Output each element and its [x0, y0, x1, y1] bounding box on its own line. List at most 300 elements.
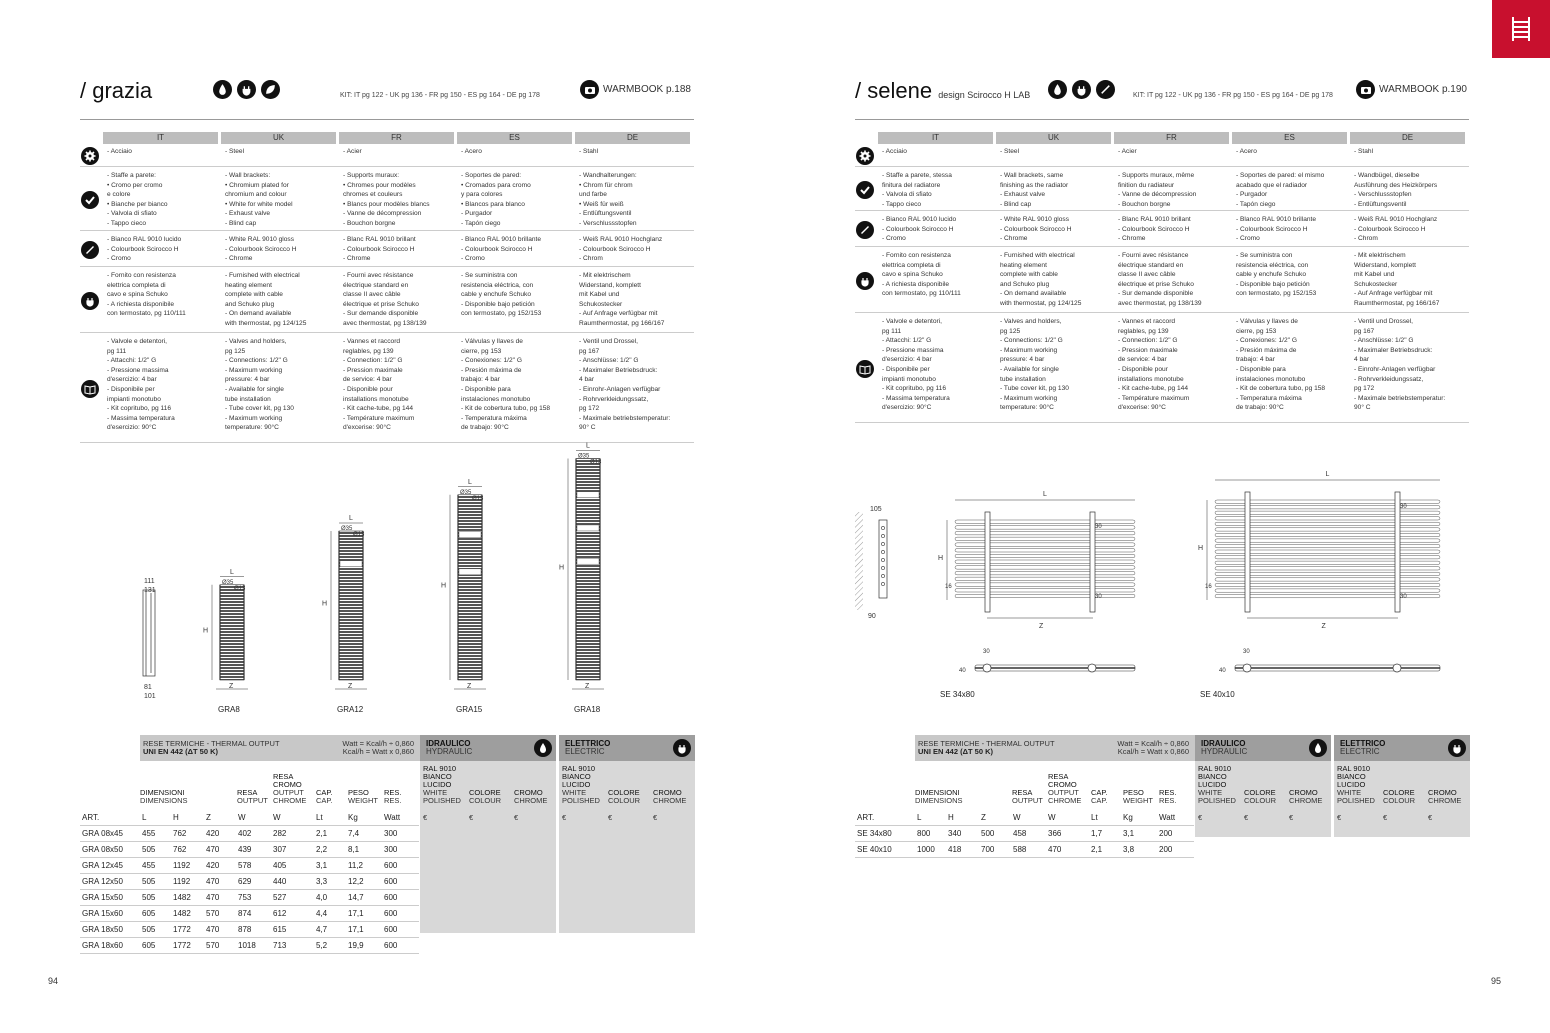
- table-cell: 17,1: [348, 909, 364, 918]
- table-cell: 700: [981, 845, 995, 854]
- divider: [80, 119, 694, 120]
- table-cell: 300: [384, 845, 398, 854]
- col-cap: CAP. CAP.: [1091, 788, 1108, 805]
- lang-uk: UK: [996, 132, 1111, 144]
- spec-row: [855, 145, 1469, 167]
- language-header: [878, 132, 1465, 144]
- dim-16: 16: [945, 584, 952, 590]
- table-cell: 605: [142, 941, 156, 950]
- unit-cell: W: [1013, 813, 1021, 822]
- plug-icon: [1072, 80, 1091, 99]
- price-group-electric: ELETTRICO ELECTRIC: [559, 735, 695, 761]
- table-cell: 1000: [917, 845, 935, 854]
- spec-cell-it: - Acciaio: [882, 148, 907, 155]
- selene-drawings: [775, 460, 1550, 730]
- language-header: [103, 132, 690, 144]
- technical-drawings: [775, 460, 1550, 730]
- euro-header: €: [1337, 813, 1342, 822]
- col-ral: RAL 9010 BIANCO LUCIDO WHITE POLISHED: [423, 764, 461, 805]
- book-icon: [856, 360, 874, 378]
- table-cell: 605: [142, 909, 156, 918]
- model-label: SE 34x80: [940, 690, 975, 699]
- warmbook-reference: WARMBOOK p.190: [1356, 80, 1467, 99]
- gear-icon: [81, 147, 99, 165]
- spec-cell-de: - Wandhalterungen: • Chrom für chrom und farbe • Weiß für weiß - Entlüftungsventil - Verschlussstopfen: [579, 172, 637, 227]
- spec-row: [80, 169, 694, 231]
- unit-cell: W: [1048, 813, 1056, 822]
- units-row: [855, 810, 1194, 826]
- table-cell: 874: [238, 909, 252, 918]
- dim-z: Z: [467, 683, 472, 690]
- dim-d13: Ø13: [472, 495, 484, 502]
- page-number: 95: [1491, 976, 1502, 986]
- spec-cell-fr: - Vannes et raccord reglables, pg 139 - Connection: 1/2" G - Pression maximale de service: 4 bar - Disponible pour installations monotube - Kit cache-tube, pg 144 - Température maximum d'excerise: 90°C: [343, 338, 415, 432]
- divider: [855, 119, 1469, 120]
- table-cell: 629: [238, 877, 252, 886]
- spec-cell-de: - Wandbügel, dieselbe Ausführung des Heizkörpers - Verschlussstopfen - Entlüftungsventil: [1354, 172, 1438, 208]
- table-cell: 19,9: [348, 941, 364, 950]
- brush-icon: [81, 241, 99, 259]
- table-cell: 470: [206, 845, 220, 854]
- unit-cell: Z: [206, 813, 211, 822]
- table-cell: 570: [206, 909, 220, 918]
- plug-icon: [856, 272, 874, 290]
- technical-drawings: [0, 442, 775, 730]
- spec-cell-uk: - White RAL 9010 gloss - Colourbook Scirocco H - Chrome: [225, 236, 297, 263]
- euro-header: €: [1428, 813, 1433, 822]
- table-cell: 1482: [173, 909, 191, 918]
- table-row: [80, 890, 419, 906]
- table-cell: 505: [142, 925, 156, 934]
- table-row: [80, 842, 419, 858]
- table-cell: GRA 08x50: [82, 845, 123, 854]
- dim-h: H: [322, 600, 328, 608]
- table-cell: SE 34x80: [857, 829, 892, 838]
- spec-cell-uk: - Wall brackets, same finishing as the radiator - Exhaust valve - Blind cap: [1000, 172, 1069, 208]
- thermal-output-header: RESE TERMICHE - THERMAL OUTPUT UNI EN 442 (ΔT 50 K) Watt = Kcal/h ÷ 0,860 Kcal/h = Watt x 0,860: [915, 735, 1195, 761]
- leaf-icon: [261, 80, 280, 99]
- table-cell: 307: [273, 845, 287, 854]
- col-colore: COLORE COLOUR: [1383, 788, 1416, 805]
- wall-hatch: [855, 512, 863, 610]
- dim-l: L: [586, 442, 590, 450]
- table-cell: 17,1: [348, 925, 364, 934]
- table-cell: 505: [142, 845, 156, 854]
- table-cell: 612: [273, 909, 287, 918]
- page-selene: [775, 0, 1550, 1033]
- table-cell: GRA 12x45: [82, 861, 123, 870]
- table-cell: 1192: [173, 877, 191, 886]
- radiator-drawing: [203, 569, 248, 714]
- table-cell: 713: [273, 941, 287, 950]
- spec-cell-it: - Acciaio: [107, 148, 132, 155]
- kit-reference: KIT: IT pg 122 - UK pg 136 - FR pg 150 - ES pg 164 - DE pg 178: [1133, 92, 1333, 99]
- spec-cell-fr: - Blanc RAL 9010 brillant - Colourbook Scirocco H - Chrome: [1118, 216, 1191, 243]
- table-cell: 14,7: [348, 893, 364, 902]
- dim-131: 131: [144, 587, 156, 594]
- spec-row: [80, 145, 694, 167]
- lang-uk: UK: [221, 132, 336, 144]
- spec-cell-uk: - Steel: [1000, 148, 1020, 155]
- euro-header: €: [1289, 813, 1294, 822]
- table-cell: GRA 08x45: [82, 829, 123, 838]
- spec-cell-uk: - Furnished with electrical heating element complete with cable and Schuko plug - On demand available with thermostat, pg 124/125: [225, 272, 307, 327]
- table-row: [855, 842, 1194, 858]
- table-cell: 1,7: [1091, 829, 1103, 838]
- lang-fr: FR: [339, 132, 454, 144]
- col-peso: PESO WEIGHT: [1123, 788, 1153, 805]
- col-res: RES. RES.: [1159, 788, 1177, 805]
- camera-icon: [1356, 80, 1375, 99]
- table-row: [80, 922, 419, 938]
- book-icon: [81, 380, 99, 398]
- dim-h: H: [938, 555, 944, 562]
- table-cell: 505: [142, 877, 156, 886]
- table-cell: 458: [1013, 829, 1027, 838]
- table-cell: 439: [238, 845, 252, 854]
- table-cell: 600: [384, 861, 398, 870]
- table-cell: 500: [981, 829, 995, 838]
- euro-header: €: [562, 813, 567, 822]
- product-title: / selene design Scirocco H LAB: [855, 78, 1031, 103]
- model-label: GRA12: [337, 705, 364, 714]
- table-cell: 455: [142, 861, 156, 870]
- spec-cell-de: - Ventil und Drossel, pg 167 - Anschlüsse: 1/2" G - Maximaler Betriebsdruck: 4 bar - Einrohr-Anlagen verfügbar - Rohrverkleidungssatz, pg 172 - Maximale betriebstemperatur: 90° C: [1354, 318, 1446, 412]
- dim-z: Z: [229, 683, 234, 690]
- drop-icon: [1048, 80, 1067, 99]
- spec-cell-uk: - Valves and holders, pg 125 - Connections: 1/2" G - Maximum working pressure: 4 bar - Available for single tube installation - Tube cover kit, pg 130 - Maximum working temperature: 90°C: [1000, 318, 1069, 412]
- table-cell: 200: [1159, 829, 1173, 838]
- table-cell: 470: [206, 925, 220, 934]
- table-row: [855, 826, 1194, 842]
- unit-cell: ART.: [82, 813, 100, 822]
- col-cromo: CROMO CHROME: [1428, 788, 1462, 805]
- dim-h: H: [1198, 545, 1204, 552]
- spec-cell-it: - Staffe a parete, stessa finitura del radiatore - Valvola di sfiato - Tappo cieco: [882, 172, 952, 208]
- unit-cell: Lt: [1091, 813, 1098, 822]
- model-label: GRA18: [574, 705, 601, 714]
- model-label: SE 40x10: [1200, 690, 1235, 699]
- page-number: 94: [48, 976, 59, 986]
- dim-30: 30: [983, 649, 990, 655]
- col-resa-cromo: RESA CROMO OUTPUT CHROME: [1048, 772, 1082, 805]
- table-cell: GRA 12x50: [82, 877, 123, 886]
- table-cell: 2,1: [316, 829, 328, 838]
- dim-d13: Ø13: [590, 459, 602, 466]
- col-peso: PESO WEIGHT: [348, 788, 378, 805]
- table-cell: 570: [206, 941, 220, 950]
- spec-cell-it: - Staffe a parete: • Cromo per cromo e colore • Bianche per bianco - Valvola di sfiato - Tappo cieco: [107, 172, 168, 227]
- dim-l: L: [1325, 471, 1330, 478]
- model-label: GRA15: [456, 705, 483, 714]
- table-cell: 762: [173, 829, 187, 838]
- check-icon: [856, 181, 874, 199]
- table-cell: 2,1: [1091, 845, 1103, 854]
- price-group-hydraulic: IDRAULICO HYDRAULIC: [1195, 735, 1331, 761]
- dim-z: Z: [585, 683, 590, 690]
- spec-row: [855, 315, 1469, 423]
- price-group-hydraulic: IDRAULICO HYDRAULIC: [420, 735, 556, 761]
- spec-row: [80, 269, 694, 333]
- spec-cell-it: - Bianco RAL 9010 lucido - Colourbook Scirocco H - Cromo: [107, 236, 182, 263]
- spec-cell-de: - Stahl: [579, 148, 599, 155]
- spec-cell-de: - Stahl: [1354, 148, 1374, 155]
- table-cell: GRA 18x50: [82, 925, 123, 934]
- unit-cell: L: [142, 813, 147, 822]
- spec-cell-it: - Bianco RAL 9010 lucido - Colourbook Scirocco H - Cromo: [882, 216, 957, 243]
- col-cromo: CROMO CHROME: [514, 788, 548, 805]
- product-title: / grazia: [80, 78, 153, 103]
- grazia-drawings: [0, 442, 775, 730]
- dim-d35: Ø35: [222, 579, 234, 586]
- model-label: GRA8: [218, 705, 240, 714]
- lang-de: DE: [575, 132, 690, 144]
- dim-z: Z: [348, 683, 353, 690]
- dim-l: L: [230, 568, 234, 576]
- table-cell: 527: [273, 893, 287, 902]
- radiator-drawing: [559, 443, 604, 715]
- col-dimensions: DIMENSIONI DIMENSIONS: [140, 788, 188, 805]
- col-resa-cromo: RESA CROMO OUTPUT CHROME: [273, 772, 307, 805]
- drop-icon: [1309, 739, 1327, 757]
- spec-cell-es: - Se suministra con resistencia eléctrica, con cable y enchufe Schuko - Disponible bajo petición con termostato, pg 152/153: [1236, 252, 1317, 298]
- radiator-drawing: [322, 515, 367, 714]
- dim-d13: Ø13: [234, 585, 246, 592]
- table-cell: 470: [206, 893, 220, 902]
- spec-cell-es: - Soportes de pared: el mismo acabado que el radiador - Purgador - Tapón ciego: [1236, 172, 1325, 208]
- spec-cell-fr: - Vannes et raccord reglables, pg 139 - Connection: 1/2" G - Pression maximale de service: 4 bar - Disponible pour installations monotube - Kit cache-tube, pg 144 - Température maximum d'excerise: 90°C: [1118, 318, 1190, 412]
- dim-105: 105: [870, 506, 882, 513]
- dim-40: 40: [1219, 668, 1226, 674]
- lang-es: ES: [457, 132, 572, 144]
- table-cell: GRA 15x60: [82, 909, 123, 918]
- table-cell: 753: [238, 893, 252, 902]
- col-cromo: CROMO CHROME: [1289, 788, 1323, 805]
- table-cell: 282: [273, 829, 287, 838]
- table-row: [80, 906, 419, 922]
- col-colore: COLORE COLOUR: [469, 788, 502, 805]
- table-cell: 1772: [173, 925, 191, 934]
- drop-icon: [213, 80, 232, 99]
- spec-cell-es: - Válvulas y llaves de cierre, pg 153 - Conexiones: 1/2" G - Presión máxima de trabajo: 4 bar - Disponible para instalaciones monotubo - Kit de cobertura tubo, pg 158 - Temperatura máxima de trabajo: 90°C: [461, 338, 551, 432]
- euro-header: €: [1244, 813, 1249, 822]
- dim-30: 30: [1095, 524, 1102, 530]
- table-cell: 588: [1013, 845, 1027, 854]
- plug-icon: [237, 80, 256, 99]
- spec-cell-uk: - Furnished with electrical heating element complete with cable and Schuko plug - On demand available with thermostat, pg 124/125: [1000, 252, 1082, 307]
- spec-cell-es: - Válvulas y llaves de cierre, pg 153 - Conexiones: 1/2" G - Presión máxima de trabajo: 4 bar - Disponible para instalaciones monotubo - Kit de cobertura tubo, pg 158 - Temperatura máxima de trabajo: 90°C: [1236, 318, 1326, 412]
- table-cell: 600: [384, 941, 398, 950]
- spec-cell-de: - Mit elektrischem Widerstand, komplett mit Kabel und Schukostecker - Auf Anfrage verfügbar mit Raumthermostat, pg 166/167: [579, 272, 665, 327]
- spec-cell-fr: - Fourni avec résistance électrique standard en classe II avec câble électrique et prise Schuko - Sur demande disponible avec thermostat, pg 138/139: [343, 272, 427, 327]
- dim-d35: Ø35: [578, 453, 590, 460]
- brush-icon: [856, 221, 874, 239]
- table-cell: 455: [142, 829, 156, 838]
- col-ral: RAL 9010 BIANCO LUCIDO WHITE POLISHED: [562, 764, 600, 805]
- radiator-drawing: [441, 479, 486, 714]
- table-cell: SE 40x10: [857, 845, 892, 854]
- table-cell: 11,2: [348, 861, 363, 870]
- dim-h: H: [203, 627, 209, 635]
- table-cell: GRA 15x50: [82, 893, 123, 902]
- table-cell: 3,8: [1123, 845, 1135, 854]
- plug-icon: [81, 292, 99, 310]
- lang-es: ES: [1232, 132, 1347, 144]
- spec-cell-es: - Soportes de pared: • Cromados para cromo y para colores • Blancos para blanco - Purgador - Tapón ciego: [461, 172, 531, 227]
- spec-row: [855, 213, 1469, 247]
- table-cell: 762: [173, 845, 187, 854]
- col-resa: RESA OUTPUT: [1012, 788, 1043, 805]
- col-ral: RAL 9010 BIANCO LUCIDO WHITE POLISHED: [1337, 764, 1375, 805]
- table-cell: 600: [384, 925, 398, 934]
- col-cromo: CROMO CHROME: [653, 788, 687, 805]
- spec-row: [80, 335, 694, 443]
- unit-cell: Lt: [316, 813, 323, 822]
- dim-d35: Ø35: [460, 489, 472, 496]
- spec-cell-uk: - Valves and holders, pg 125 - Connections: 1/2" G - Maximum working pressure: 4 bar - Available for single tube installation - Tube cover kit, pg 130 - Maximum working temperature: 90°C: [225, 338, 294, 432]
- col-cap: CAP. CAP.: [316, 788, 333, 805]
- unit-cell: ART.: [857, 813, 875, 822]
- euro-header: €: [608, 813, 613, 822]
- dim-30: 30: [1400, 594, 1407, 600]
- table-cell: 405: [273, 861, 287, 870]
- spec-row: [80, 233, 694, 267]
- radiator-drawing: [938, 491, 1135, 699]
- table-row: [80, 938, 419, 954]
- dim-l: L: [468, 478, 472, 486]
- unit-cell: Kg: [1123, 813, 1133, 822]
- unit-cell: H: [948, 813, 954, 822]
- unit-cell: H: [173, 813, 179, 822]
- unit-cell: W: [238, 813, 246, 822]
- table-cell: 3,3: [316, 877, 328, 886]
- table-cell: 470: [1048, 845, 1062, 854]
- camera-icon: [580, 80, 599, 99]
- dim-111: 111: [144, 578, 155, 585]
- table-cell: 12,2: [348, 877, 364, 886]
- product-designer: design Scirocco H LAB: [938, 90, 1031, 100]
- euro-header: €: [469, 813, 474, 822]
- table-cell: 4,0: [316, 893, 328, 902]
- spec-row: [855, 249, 1469, 313]
- col-resa: RESA OUTPUT: [237, 788, 268, 805]
- unit-cell: Watt: [1159, 813, 1176, 822]
- table-cell: 600: [384, 893, 398, 902]
- table-cell: 420: [206, 861, 220, 870]
- unit-cell: L: [917, 813, 922, 822]
- spec-cell-fr: - Supports muraux, même finition du radiateur - Vanne de décompression - Bouchon borgne: [1118, 172, 1197, 208]
- dim-81: 81: [144, 684, 152, 691]
- col-res: RES. RES.: [384, 788, 402, 805]
- dim-90: 90: [868, 613, 876, 620]
- feature-icons: [213, 80, 280, 99]
- dim-30: 30: [1400, 504, 1407, 510]
- table-cell: 300: [384, 829, 398, 838]
- dim-30: 30: [1243, 649, 1250, 655]
- spec-cell-fr: - Supports muraux: • Chromes pour modèles chromes et couleurs • Blancs pour modèles blancs - Vanne de décompression - Bouchon borgne: [343, 172, 430, 227]
- col-dimensions: DIMENSIONI DIMENSIONS: [915, 788, 963, 805]
- table-cell: 1482: [173, 893, 191, 902]
- spec-cell-uk: - Steel: [225, 148, 245, 155]
- lang-it: IT: [103, 132, 218, 144]
- warmbook-reference: WARMBOOK p.188: [580, 80, 691, 99]
- col-colore: COLORE COLOUR: [1244, 788, 1277, 805]
- table-cell: 470: [206, 877, 220, 886]
- table-cell: 615: [273, 925, 287, 934]
- lang-fr: FR: [1114, 132, 1229, 144]
- dim-101: 101: [144, 693, 156, 700]
- table-cell: GRA 18x60: [82, 941, 123, 950]
- plug-icon: [1448, 739, 1466, 757]
- feature-icons: [1048, 80, 1115, 99]
- table-cell: 578: [238, 861, 252, 870]
- table-cell: 402: [238, 829, 252, 838]
- dim-z: Z: [1039, 623, 1044, 630]
- spec-row: [855, 169, 1469, 211]
- table-cell: 200: [1159, 845, 1173, 854]
- table-cell: 600: [384, 877, 398, 886]
- table-cell: 4,4: [316, 909, 328, 918]
- spec-cell-es: - Acero: [461, 148, 482, 155]
- dim-z: Z: [1321, 623, 1326, 630]
- unit-cell: W: [273, 813, 281, 822]
- units-row: [80, 810, 419, 826]
- spec-cell-uk: - Wall brackets: • Chromium plated for chromium and colour • White for white model - Exhaust valve - Blind cap: [225, 172, 293, 227]
- spec-cell-de: - Weiß RAL 9010 Hochglanz - Colourbook Scirocco H - Chrom: [1354, 216, 1438, 243]
- spec-cell-fr: - Acier: [343, 148, 362, 155]
- col-ral: RAL 9010 BIANCO LUCIDO WHITE POLISHED: [1198, 764, 1236, 805]
- thermal-output-header: RESE TERMICHE - THERMAL OUTPUT UNI EN 442 (ΔT 50 K) Watt = Kcal/h ÷ 0,860 Kcal/h = Watt x 0,860: [140, 735, 420, 761]
- spec-cell-de: - Weiß RAL 9010 Hochglanz - Colourbook Scirocco H - Chrom: [579, 236, 663, 263]
- table-cell: 3,1: [1123, 829, 1135, 838]
- drop-icon: [534, 739, 552, 757]
- brush-icon: [1096, 80, 1115, 99]
- plug-icon: [673, 739, 691, 757]
- gear-icon: [856, 147, 874, 165]
- dim-l: L: [349, 515, 353, 522]
- lang-de: DE: [1350, 132, 1465, 144]
- table-cell: 418: [948, 845, 962, 854]
- euro-header: €: [1383, 813, 1388, 822]
- table-cell: 366: [1048, 829, 1062, 838]
- table-cell: 4,7: [316, 925, 328, 934]
- table-cell: 7,4: [348, 829, 360, 838]
- table-cell: 1192: [173, 861, 191, 870]
- table-cell: 2,2: [316, 845, 328, 854]
- spec-cell-it: - Valvole e detentori, pg 111 - Attacchi: 1/2" G - Pressione massima d'esercizio: 4 bar - Disponibile per impianti monotubo - Kit copritubo, pg 116 - Massima temperatura d'esercizio: 90°C: [107, 338, 175, 432]
- lang-it: IT: [878, 132, 993, 144]
- unit-cell: Watt: [384, 813, 401, 822]
- spec-cell-fr: - Blanc RAL 9010 brillant - Colourbook Scirocco H - Chrome: [343, 236, 416, 263]
- spec-cell-es: - Acero: [1236, 148, 1257, 155]
- col-colore: COLORE COLOUR: [608, 788, 641, 805]
- table-cell: 3,1: [316, 861, 328, 870]
- spec-cell-es: - Blanco RAL 9010 brillante - Colourbook Scirocco H - Cromo: [461, 236, 542, 263]
- spec-cell-es: - Blanco RAL 9010 brillante - Colourbook Scirocco H - Cromo: [1236, 216, 1317, 243]
- spec-cell-it: - Valvole e detentori, pg 111 - Attacchi: 1/2" G - Pressione massima d'esercizio: 4 bar - Disponibile per impianti monotubo - Kit copritubo, pg 116 - Massima temperatura d'esercizio: 90°C: [882, 318, 950, 412]
- dim-d35: Ø35: [341, 526, 353, 532]
- unit-cell: Kg: [348, 813, 358, 822]
- spec-cell-uk: - White RAL 9010 gloss - Colourbook Scirocco H - Chrome: [1000, 216, 1072, 243]
- kit-reference: KIT: IT pg 122 - UK pg 136 - FR pg 150 - ES pg 164 - DE pg 178: [340, 92, 540, 99]
- table-cell: 8,1: [348, 845, 360, 854]
- spec-cell-de: - Mit elektrischem Widerstand, komplett mit Kabel und Schukostecker - Auf Anfrage verfügbar mit Raumthermostat, pg 166/167: [1354, 252, 1440, 307]
- euro-header: €: [653, 813, 658, 822]
- table-cell: 800: [917, 829, 931, 838]
- dim-l: L: [1043, 491, 1047, 498]
- table-row: [80, 858, 419, 874]
- table-cell: 440: [273, 877, 287, 886]
